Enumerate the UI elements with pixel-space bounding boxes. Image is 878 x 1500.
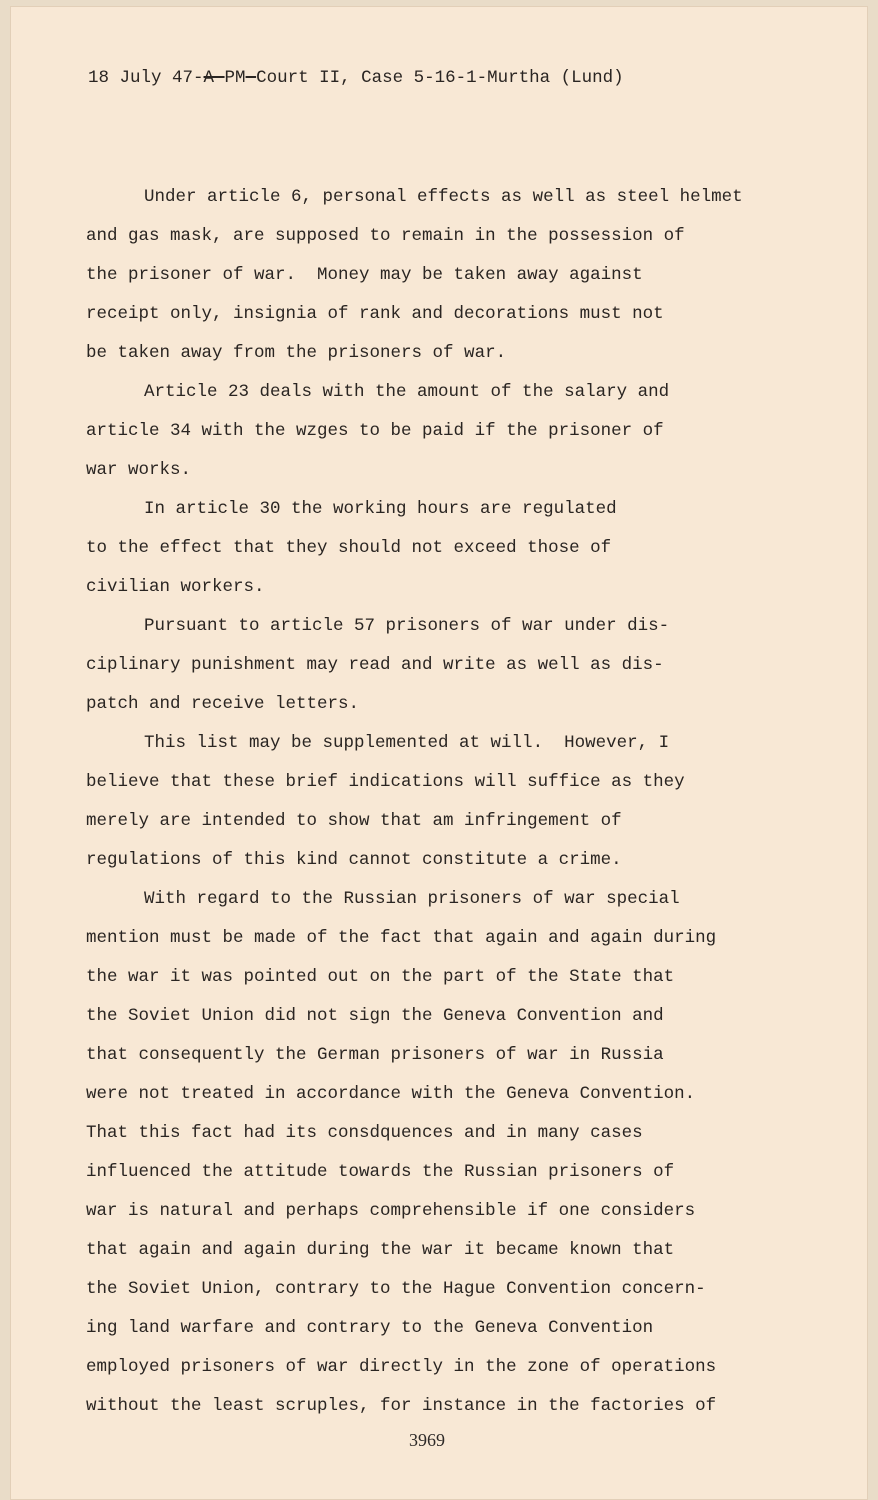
- page-header: [88, 68, 624, 88]
- text-line: influenced the attitude towards the Russian prisoners of: [86, 1162, 675, 1182]
- text-line: Pursuant to article 57 prisoners of war under dis-: [144, 616, 670, 636]
- text-line: regulations of this kind cannot constitute a crime.: [86, 850, 622, 870]
- text-line: With regard to the Russian prisoners of war special: [144, 889, 680, 909]
- text-line: to the effect that they should not exceed those of: [86, 538, 612, 558]
- text-line: that consequently the German prisoners of war in Russia: [86, 1045, 664, 1065]
- text-line: article 34 with the wzges to be paid if the prisoner of: [86, 421, 664, 441]
- text-line: In article 30 the working hours are regulated: [144, 499, 617, 519]
- text-line: war works.: [86, 460, 192, 480]
- text-line: merely are intended to show that am infringement of: [86, 811, 622, 831]
- text-line: and gas mask, are supposed to remain in the possession of: [86, 226, 685, 246]
- text-line: believe that these brief indications will suffice as they: [86, 772, 685, 792]
- text-line: ing land warfare and contrary to the Geneva Convention: [86, 1318, 654, 1338]
- text-line: the Soviet Union did not sign the Geneva Convention and: [86, 1006, 664, 1026]
- text-line: ciplinary punishment may read and write as well as dis-: [86, 655, 664, 675]
- page-number: 3969: [409, 1430, 445, 1450]
- text-line: the war it was pointed out on the part of the State that: [86, 967, 675, 987]
- text-line: civilian workers.: [86, 577, 265, 597]
- text-line: employed prisoners of war directly in the zone of operations: [86, 1357, 717, 1377]
- document-page: [10, 6, 868, 1500]
- header-struck-time: A-: [203, 68, 225, 88]
- text-line: patch and receive letters.: [86, 694, 360, 714]
- text-line: That this fact had its consdquences and in many cases: [86, 1123, 643, 1143]
- text-line: Article 23 deals with the amount of the salary and: [144, 382, 670, 402]
- text-line: mention must be made of the fact that again and again during: [86, 928, 717, 948]
- header-rest: Court II, Case 5-16-1-Murtha (Lund): [256, 68, 624, 88]
- header-time: PM: [224, 68, 246, 88]
- text-line: the Soviet Union, contrary to the Hague Convention concern-: [86, 1279, 706, 1299]
- text-line: This list may be supplemented at will. However, I: [144, 733, 670, 753]
- text-line: the prisoner of war. Money may be taken away against: [86, 265, 643, 285]
- text-line: Under article 6, personal effects as well as steel helmet: [144, 187, 743, 207]
- text-line: be taken away from the prisoners of war.: [86, 343, 507, 363]
- text-line: without the least scruples, for instance in the factories of: [86, 1396, 717, 1416]
- header-date: 18 July 47-: [88, 68, 204, 88]
- text-line: that again and again during the war it became known that: [86, 1240, 675, 1260]
- text-line: war is natural and perhaps comprehensible if one considers: [86, 1201, 696, 1221]
- header-struck-dash: -: [245, 68, 257, 88]
- text-line: were not treated in accordance with the Geneva Convention.: [86, 1084, 696, 1104]
- text-line: receipt only, insignia of rank and decorations must not: [86, 304, 664, 324]
- body-text: [86, 178, 866, 1426]
